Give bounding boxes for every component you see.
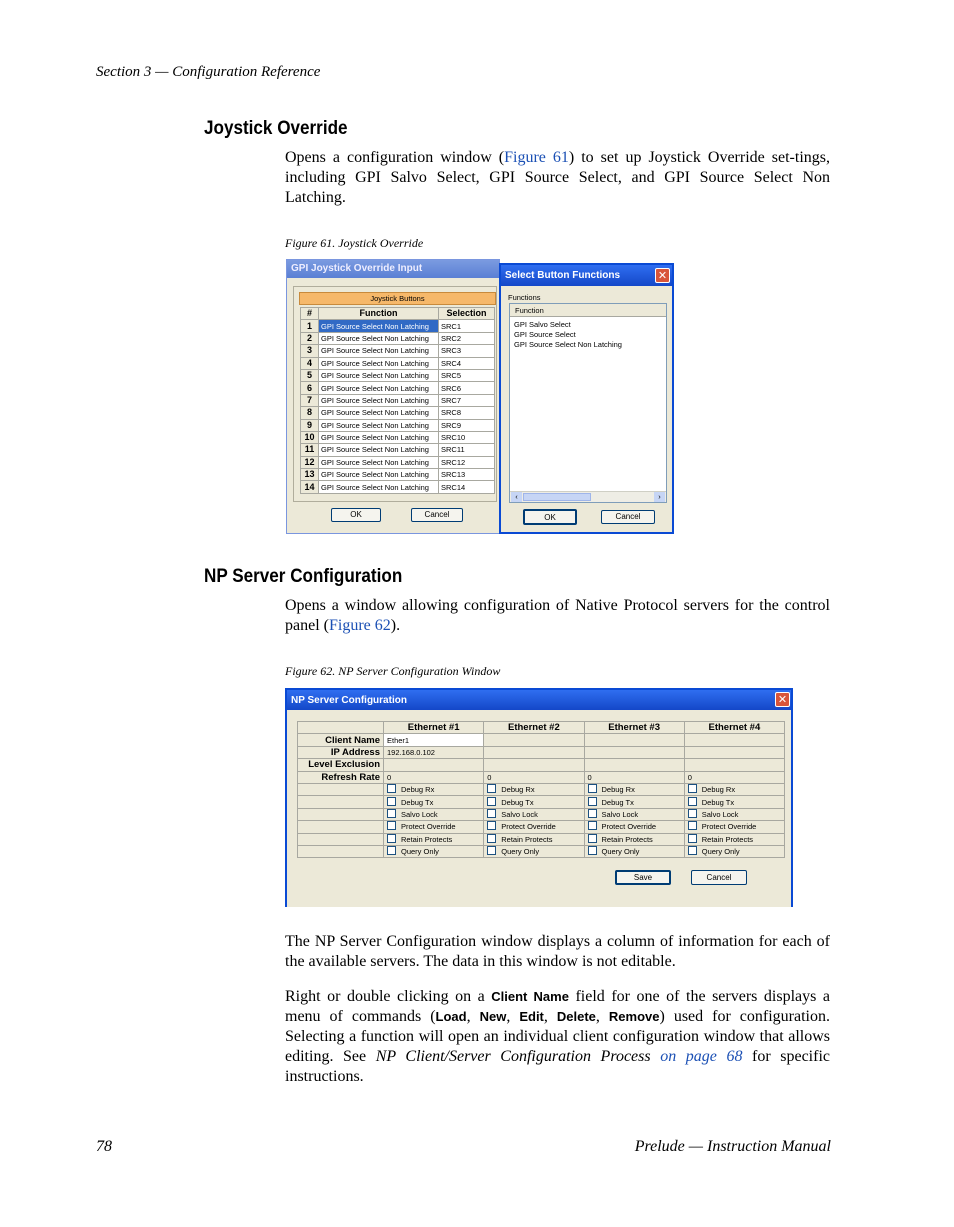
option-label: Salvo Lock bbox=[501, 809, 538, 819]
np-server-table bbox=[297, 721, 785, 858]
row-number: 12 bbox=[301, 456, 319, 468]
row-function[interactable]: GPI Source Select Non Latching bbox=[319, 431, 439, 443]
row-number: 1 bbox=[301, 320, 319, 332]
np-heading: NP Server Configuration bbox=[204, 566, 403, 587]
option-cell[interactable] bbox=[484, 833, 584, 845]
np-window-title: NP Server Configuration bbox=[287, 690, 791, 710]
table-row[interactable] bbox=[301, 469, 495, 481]
np-text-a: Opens a window allowing configuration of Native Protocol servers for the control panel ( bbox=[285, 597, 830, 634]
table-row[interactable] bbox=[301, 456, 495, 468]
row-selection[interactable]: SRC11 bbox=[439, 444, 495, 456]
row-number: 8 bbox=[301, 407, 319, 419]
server-cell[interactable] bbox=[684, 746, 784, 758]
empty-label-cell bbox=[298, 808, 384, 820]
running-header: Section 3 — Configuration Reference bbox=[96, 64, 321, 80]
empty-label-cell bbox=[298, 833, 384, 845]
row-function[interactable]: GPI Source Select Non Latching bbox=[319, 369, 439, 381]
row-number: 9 bbox=[301, 419, 319, 431]
figure-62-link[interactable]: Figure 62 bbox=[328, 617, 391, 634]
row-number: 2 bbox=[301, 332, 319, 344]
checkbox[interactable] bbox=[387, 797, 396, 806]
option-cell[interactable] bbox=[684, 845, 784, 857]
option-cell[interactable] bbox=[484, 845, 584, 857]
row-selection[interactable]: SRC7 bbox=[439, 394, 495, 406]
option-cell[interactable] bbox=[384, 808, 484, 820]
select-window-title: Select Button Functions bbox=[501, 265, 672, 286]
row-selection[interactable]: SRC13 bbox=[439, 469, 495, 481]
server-cell[interactable] bbox=[384, 759, 484, 771]
server-cell[interactable]: 0 bbox=[684, 771, 784, 783]
row-selection[interactable]: SRC3 bbox=[439, 345, 495, 357]
row-number: 13 bbox=[301, 469, 319, 481]
row-label: Refresh Rate bbox=[298, 771, 384, 783]
np-description-paragraph: The NP Server Configuration window displays a column of information for each of the available servers. The data in this window is not editable. bbox=[285, 933, 830, 970]
text-span: Right or double clicking on a bbox=[285, 988, 492, 1005]
row-function[interactable]: GPI Source Select Non Latching bbox=[319, 345, 439, 357]
list-item[interactable]: GPI Source Select bbox=[514, 330, 576, 339]
checkbox[interactable] bbox=[588, 784, 597, 793]
option-cell[interactable] bbox=[584, 845, 684, 857]
row-selection[interactable]: SRC14 bbox=[439, 481, 495, 493]
figure-62-caption: Figure 62. NP Server Configuration Window bbox=[285, 664, 501, 678]
row-number: 3 bbox=[301, 345, 319, 357]
close-icon[interactable]: ✕ bbox=[775, 692, 790, 707]
figure-61-caption: Figure 61. Joystick Override bbox=[285, 236, 424, 250]
server-cell[interactable] bbox=[584, 746, 684, 758]
table-row[interactable] bbox=[301, 345, 495, 357]
option-cell[interactable] bbox=[384, 783, 484, 795]
checkbox[interactable] bbox=[588, 797, 597, 806]
table-row[interactable] bbox=[301, 407, 495, 419]
checkbox[interactable] bbox=[688, 821, 697, 830]
table-row[interactable] bbox=[301, 382, 495, 394]
row-selection[interactable]: SRC10 bbox=[439, 431, 495, 443]
option-cell[interactable] bbox=[684, 783, 784, 795]
cmd-new: New bbox=[479, 1009, 507, 1024]
functions-group-label: Functions bbox=[508, 293, 541, 302]
row-function[interactable]: GPI Source Select Non Latching bbox=[319, 456, 439, 468]
option-label: Retain Protects bbox=[501, 834, 553, 844]
table-row[interactable] bbox=[301, 431, 495, 443]
server-cell[interactable] bbox=[684, 759, 784, 771]
server-cell[interactable]: 0 bbox=[584, 771, 684, 783]
option-cell[interactable] bbox=[484, 783, 584, 795]
function-list-header: Function bbox=[510, 304, 666, 317]
option-label: Protect Override bbox=[501, 822, 556, 832]
checkbox[interactable] bbox=[487, 834, 496, 843]
checkbox[interactable] bbox=[487, 784, 496, 793]
table-row[interactable] bbox=[301, 369, 495, 381]
option-label: Query Only bbox=[401, 847, 439, 857]
np-instructions-paragraph: Right or double clicking on a Client Name field for one of the servers displays a menu of commands (Load, New, Edit, Delete, Remove) used for configuration. Selecting a function will open an individual client configuration window that allows editing. See NP Client/Server Configuration Process on page 68 for specific instructions. bbox=[285, 988, 831, 1085]
option-cell[interactable] bbox=[384, 796, 484, 808]
scroll-thumb[interactable] bbox=[523, 493, 591, 501]
gpi-ok-button[interactable]: OK bbox=[331, 508, 381, 522]
server-cell[interactable]: 192.168.0.102 bbox=[384, 746, 484, 758]
option-label: Debug Rx bbox=[701, 785, 736, 795]
row-selection[interactable]: SRC4 bbox=[439, 357, 495, 369]
checkbox[interactable] bbox=[387, 809, 396, 818]
row-function[interactable]: GPI Source Select Non Latching bbox=[319, 320, 439, 332]
np-text-b: ). bbox=[390, 617, 401, 634]
np-save-button[interactable]: Save bbox=[615, 870, 671, 885]
client-name-term: Client Name bbox=[491, 989, 569, 1004]
row-number: 11 bbox=[301, 444, 319, 456]
row-function[interactable]: GPI Source Select Non Latching bbox=[319, 407, 439, 419]
process-reference: NP Client/Server Configuration Process bbox=[375, 1048, 651, 1065]
np-server-window bbox=[285, 688, 793, 907]
list-item[interactable]: GPI Salvo Select bbox=[514, 320, 571, 329]
option-cell[interactable] bbox=[584, 808, 684, 820]
row-selection[interactable]: SRC2 bbox=[439, 332, 495, 344]
server-cell[interactable]: Ether1 bbox=[384, 734, 484, 746]
table-row[interactable] bbox=[301, 357, 495, 369]
server-cell[interactable] bbox=[684, 734, 784, 746]
option-cell[interactable] bbox=[684, 821, 784, 833]
row-number: 4 bbox=[301, 357, 319, 369]
row-selection[interactable]: SRC8 bbox=[439, 407, 495, 419]
option-label: Salvo Lock bbox=[601, 809, 639, 819]
text-span: ) used for configuration. Selecting a function will open an individual client configuration window that allows editing. See bbox=[285, 1008, 831, 1065]
joystick-text-b: ) to set up Joystick Override set-tings, including GPI Salvo Select, GPI Source Select, and GPI Source Select Non Latching. bbox=[285, 149, 830, 206]
server-cell[interactable] bbox=[584, 759, 684, 771]
option-cell[interactable] bbox=[384, 833, 484, 845]
option-cell[interactable] bbox=[384, 845, 484, 857]
checkbox[interactable] bbox=[387, 846, 396, 855]
row-function[interactable]: GPI Source Select Non Latching bbox=[319, 419, 439, 431]
checkbox[interactable] bbox=[688, 846, 697, 855]
option-label: Protect Override bbox=[701, 822, 757, 832]
row-selection[interactable]: SRC12 bbox=[439, 456, 495, 468]
server-cell[interactable] bbox=[584, 734, 684, 746]
server-cell[interactable]: 0 bbox=[484, 771, 584, 783]
row-number: 14 bbox=[301, 481, 319, 493]
checkbox[interactable] bbox=[487, 846, 496, 855]
option-cell[interactable] bbox=[684, 808, 784, 820]
manual-title: Prelude — Instruction Manual bbox=[634, 1138, 831, 1155]
gpi-cancel-button[interactable]: Cancel bbox=[411, 508, 463, 522]
option-cell[interactable] bbox=[584, 821, 684, 833]
table-row bbox=[298, 746, 785, 758]
option-label: Debug Tx bbox=[401, 797, 434, 807]
table-row bbox=[298, 808, 785, 820]
option-label: Protect Override bbox=[601, 822, 657, 832]
gpi-joystick-window bbox=[286, 259, 500, 534]
row-function[interactable]: GPI Source Select Non Latching bbox=[319, 469, 439, 481]
row-number: 10 bbox=[301, 431, 319, 443]
table-row bbox=[298, 796, 785, 808]
cmd-remove: Remove bbox=[608, 1009, 660, 1024]
table-row bbox=[298, 759, 785, 771]
option-label: Debug Tx bbox=[501, 797, 534, 807]
option-label: Retain Protects bbox=[601, 834, 653, 844]
server-cell[interactable] bbox=[484, 759, 584, 771]
option-label: Debug Tx bbox=[701, 797, 735, 807]
checkbox[interactable] bbox=[588, 834, 597, 843]
joystick-text-a: Opens a configuration window ( bbox=[285, 149, 505, 166]
option-cell[interactable] bbox=[584, 783, 684, 795]
table-row[interactable] bbox=[301, 320, 495, 332]
row-function[interactable]: GPI Source Select Non Latching bbox=[319, 357, 439, 369]
row-function[interactable]: GPI Source Select Non Latching bbox=[319, 444, 439, 456]
option-label: Protect Override bbox=[401, 822, 456, 832]
page-68-link[interactable]: on page 68 bbox=[660, 1048, 743, 1065]
select-cancel-button[interactable]: Cancel bbox=[601, 510, 655, 524]
figure-61-link[interactable]: Figure 61 bbox=[504, 149, 569, 166]
functions-list[interactable] bbox=[509, 303, 667, 503]
checkbox[interactable] bbox=[688, 784, 697, 793]
table-row[interactable] bbox=[301, 394, 495, 406]
scroll-left-icon[interactable]: ‹ bbox=[511, 492, 522, 502]
horizontal-scrollbar[interactable] bbox=[510, 491, 666, 502]
option-cell[interactable] bbox=[684, 796, 784, 808]
option-cell[interactable] bbox=[584, 833, 684, 845]
row-function[interactable]: GPI Source Select Non Latching bbox=[319, 481, 439, 493]
row-label: Client Name bbox=[298, 734, 384, 746]
list-item[interactable]: GPI Source Select Non Latching bbox=[514, 340, 622, 349]
table-row bbox=[298, 734, 785, 746]
row-function[interactable]: GPI Source Select Non Latching bbox=[319, 382, 439, 394]
option-label: Salvo Lock bbox=[701, 809, 739, 819]
close-icon[interactable]: ✕ bbox=[655, 268, 670, 283]
np-cancel-button[interactable]: Cancel bbox=[691, 870, 747, 885]
option-label: Debug Rx bbox=[601, 785, 635, 795]
select-functions-window bbox=[499, 263, 674, 534]
checkbox[interactable] bbox=[588, 821, 597, 830]
gpi-window-title: GPI Joystick Override Input bbox=[287, 260, 499, 278]
joystick-buttons-table bbox=[300, 307, 495, 494]
table-row[interactable] bbox=[301, 481, 495, 493]
column-header: Ethernet #1 bbox=[384, 722, 484, 734]
checkbox[interactable] bbox=[387, 821, 396, 830]
checkbox[interactable] bbox=[487, 809, 496, 818]
table-row bbox=[298, 771, 785, 783]
table-row[interactable] bbox=[301, 444, 495, 456]
cmd-load: Load bbox=[435, 1009, 467, 1024]
server-cell[interactable]: 0 bbox=[384, 771, 484, 783]
option-cell[interactable] bbox=[484, 808, 584, 820]
joystick-buttons-header: Joystick Buttons bbox=[299, 292, 496, 305]
cmd-delete: Delete bbox=[556, 1009, 596, 1024]
checkbox[interactable] bbox=[588, 846, 597, 855]
row-function[interactable]: GPI Source Select Non Latching bbox=[319, 394, 439, 406]
table-row[interactable] bbox=[301, 419, 495, 431]
empty-label-cell bbox=[298, 796, 384, 808]
table-row bbox=[298, 783, 785, 795]
option-label: Query Only bbox=[601, 847, 640, 857]
table-row bbox=[298, 833, 785, 845]
row-function[interactable]: GPI Source Select Non Latching bbox=[319, 332, 439, 344]
checkbox[interactable] bbox=[688, 809, 697, 818]
option-label: Retain Protects bbox=[401, 834, 453, 844]
row-number: 5 bbox=[301, 369, 319, 381]
empty-label-cell bbox=[298, 845, 384, 857]
checkbox[interactable] bbox=[688, 834, 697, 843]
row-selection[interactable]: SRC9 bbox=[439, 419, 495, 431]
checkbox[interactable] bbox=[387, 784, 396, 793]
np-paragraph bbox=[285, 596, 830, 636]
row-selection[interactable]: SRC6 bbox=[439, 382, 495, 394]
joystick-paragraph bbox=[285, 148, 830, 208]
text-span: field for one of the servers displays a menu of commands ( bbox=[285, 988, 830, 1025]
option-label: Salvo Lock bbox=[401, 809, 438, 819]
server-cell[interactable] bbox=[484, 734, 584, 746]
option-cell[interactable] bbox=[384, 821, 484, 833]
row-number: 7 bbox=[301, 394, 319, 406]
row-label: Level Exclusion bbox=[298, 759, 384, 771]
option-cell[interactable] bbox=[584, 796, 684, 808]
empty-label-cell bbox=[298, 821, 384, 833]
empty-label-cell bbox=[298, 783, 384, 795]
row-number: 6 bbox=[301, 382, 319, 394]
option-cell[interactable] bbox=[484, 796, 584, 808]
option-cell[interactable] bbox=[684, 833, 784, 845]
row-label: IP Address bbox=[298, 746, 384, 758]
col-num-header: # bbox=[301, 308, 319, 320]
joystick-heading: Joystick Override bbox=[204, 118, 348, 139]
table-row bbox=[298, 845, 785, 857]
row-selection[interactable]: SRC1 bbox=[439, 320, 495, 332]
table-row bbox=[298, 821, 785, 833]
option-cell[interactable] bbox=[484, 821, 584, 833]
option-label: Debug Rx bbox=[501, 785, 535, 795]
checkbox[interactable] bbox=[487, 821, 496, 830]
col-function-header: Function bbox=[319, 308, 439, 320]
text-span: for specific instructions. bbox=[285, 1048, 831, 1085]
checkbox[interactable] bbox=[588, 809, 597, 818]
table-row[interactable] bbox=[301, 332, 495, 344]
option-label: Retain Protects bbox=[701, 834, 754, 844]
checkbox[interactable] bbox=[487, 797, 496, 806]
checkbox[interactable] bbox=[688, 797, 697, 806]
row-selection[interactable]: SRC5 bbox=[439, 369, 495, 381]
page-number: 78 bbox=[96, 1138, 112, 1155]
column-header: Ethernet #2 bbox=[484, 722, 584, 734]
server-cell[interactable] bbox=[484, 746, 584, 758]
option-label: Debug Rx bbox=[401, 785, 435, 795]
corner-cell bbox=[298, 722, 384, 734]
col-selection-header: Selection bbox=[439, 308, 495, 320]
checkbox[interactable] bbox=[387, 834, 396, 843]
column-header: Ethernet #3 bbox=[584, 722, 684, 734]
column-header: Ethernet #4 bbox=[684, 722, 784, 734]
select-ok-button[interactable]: OK bbox=[523, 509, 577, 525]
option-label: Debug Tx bbox=[601, 797, 634, 807]
scroll-right-icon[interactable]: › bbox=[654, 492, 665, 502]
cmd-edit: Edit bbox=[519, 1009, 544, 1024]
option-label: Query Only bbox=[701, 847, 740, 857]
option-label: Query Only bbox=[501, 847, 540, 857]
